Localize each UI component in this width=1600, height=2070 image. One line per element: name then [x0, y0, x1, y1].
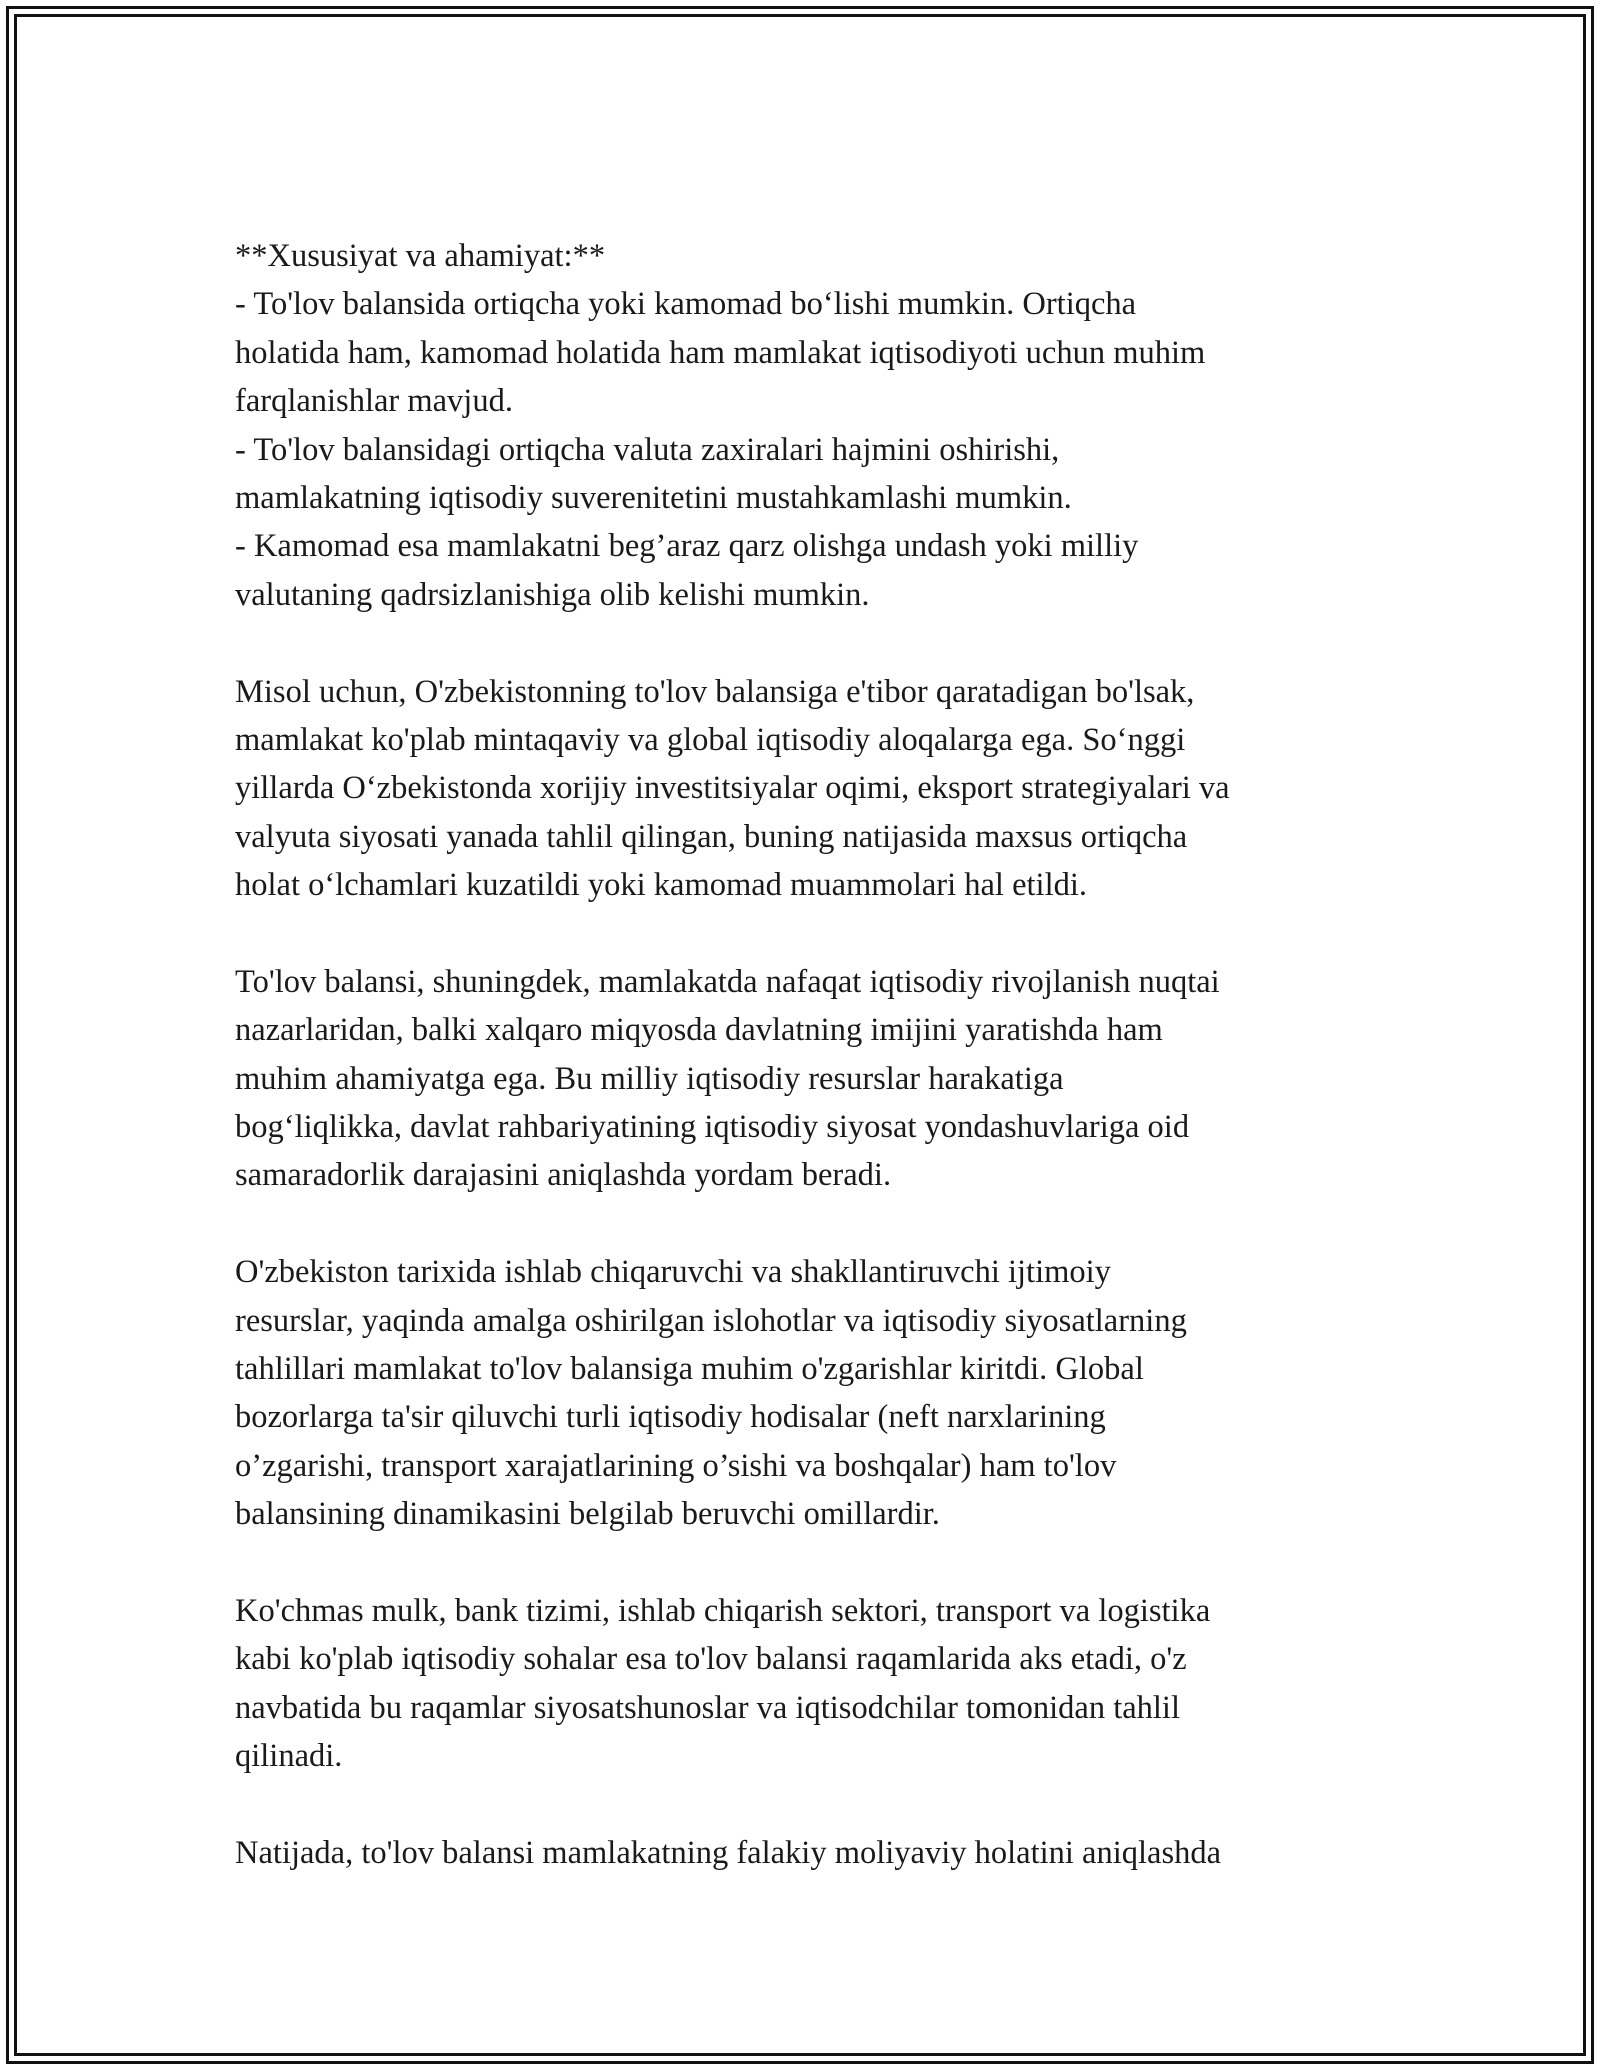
text-line: o’zgarishi, transport xarajatlarining o’sishi va boshqalar) ham to'lov [235, 1447, 1117, 1484]
text-line: balansining dinamikasini belgilab beruvchi omillardir. [235, 1496, 940, 1533]
text-line: valyuta siyosati yanada tahlil qilingan, buning natijasida maxsus ortiqcha [235, 818, 1188, 855]
text-line: bog‘liqlikka, davlat rahbariyatining iqtisodiy siyosat yondashuvlariga oid [235, 1109, 1190, 1146]
text-line: Ko'chmas mulk, bank tizimi, ishlab chiqarish sektori, transport va logistika [235, 1592, 1211, 1629]
paragraph-features [235, 232, 1385, 619]
text-line: holatida ham, kamomad holatida ham mamlakat iqtisodiyoti uchun muhim [235, 334, 1206, 371]
text-line: kabi ko'plab iqtisodiy sohalar esa to'lov balansi raqamlarida aks etadi, o'z [235, 1641, 1187, 1678]
text-line: - Kamomad esa mamlakatni beg’araz qarz olishga undash yoki milliy [235, 528, 1139, 565]
text-line: mamlakat ko'plab mintaqaviy va global iqtisodiy aloqalarga ega. So‘nggi [235, 721, 1186, 758]
text-line: qilinadi. [235, 1738, 343, 1775]
text-line: nazarlaridan, balki xalqaro miqyosda davlatning imijini yaratishda ham [235, 1012, 1163, 1049]
paragraph-history [235, 1248, 1385, 1538]
text-line: holat o‘lchamlari kuzatildi yoki kamomad muammolari hal etildi. [235, 867, 1087, 904]
paragraph-importance [235, 958, 1385, 1200]
text-line: - To'lov balansida ortiqcha yoki kamomad bo‘lishi mumkin. Ortiqcha [235, 286, 1137, 323]
text-line: samaradorlik darajasini aniqlashda yordam beradi. [235, 1157, 892, 1194]
text-line: **Xususiyat va ahamiyat:** [235, 238, 606, 274]
text-line: Misol uchun, O'zbekistonning to'lov balansiga e'tibor qaratadigan bo'lsak, [235, 673, 1195, 710]
text-line: bozorlarga ta'sir qiluvchi turli iqtisodiy hodisalar (neft narxlarining [235, 1399, 1106, 1436]
paragraph-example [235, 668, 1385, 910]
text-line: mamlakatning iqtisodiy suverenitetini mustahkamlashi mumkin. [235, 479, 1072, 516]
paragraph-sectors [235, 1587, 1385, 1781]
text-line: navbatida bu raqamlar siyosatshunoslar va iqtisodchilar tomonidan tahlil [235, 1689, 1180, 1726]
text-line: resurslar, yaqinda amalga oshirilgan islohotlar va iqtisodiy siyosatlarning [235, 1302, 1187, 1339]
text-line: farqlanishlar mavjud. [235, 383, 513, 420]
text-line: Natijada, to'lov balansi mamlakatning falakiy moliyaviy holatini aniqlashda [235, 1834, 1222, 1871]
document-body [235, 232, 1385, 1926]
text-line: valutaning qadrsizlanishiga olib kelishi mumkin. [235, 576, 870, 613]
text-line: O'zbekiston tarixida ishlab chiqaruvchi va shakllantiruvchi ijtimoiy [235, 1254, 1111, 1291]
text-line: muhim ahamiyatga ega. Bu milliy iqtisodiy resurslar harakatiga [235, 1060, 1064, 1097]
paragraph-conclusion [235, 1829, 1385, 1877]
text-line: yillarda O‘zbekistonda xorijiy investitsiyalar oqimi, eksport strategiyalari va [235, 770, 1230, 807]
text-line: To'lov balansi, shuningdek, mamlakatda nafaqat iqtisodiy rivojlanish nuqtai [235, 963, 1220, 1000]
text-line: tahlillari mamlakat to'lov balansiga muhim o'zgarishlar kiritdi. Global [235, 1350, 1144, 1387]
text-line: - To'lov balansidagi ortiqcha valuta zaxiralari hajmini oshirishi, [235, 431, 1060, 468]
